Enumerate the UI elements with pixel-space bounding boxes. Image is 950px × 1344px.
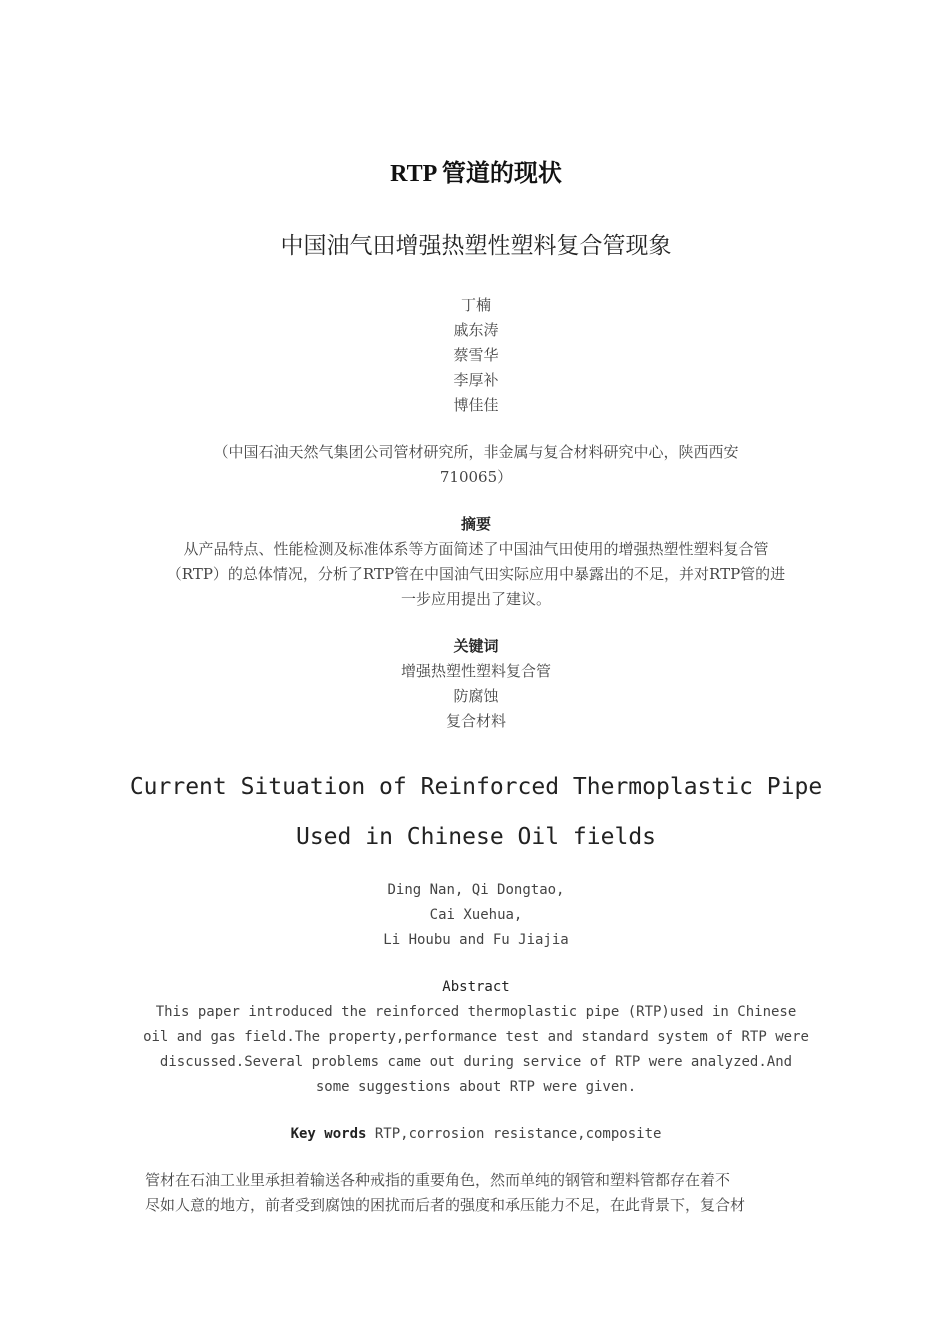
intro-paragraph — [145, 1168, 807, 1218]
english-title — [125, 762, 827, 862]
keyword-cn: 防腐蚀 — [453, 687, 499, 705]
author-cn: 戚东涛 — [453, 321, 499, 339]
english-title-line: Current Situation of Reinforced Thermoplastic Pipe — [129, 774, 823, 800]
affiliation-line: 710065） — [439, 468, 513, 486]
abstract-cn-line: 一步应用提出了建议。 — [400, 590, 551, 608]
document-title: RTP 管道的现状 — [390, 161, 562, 187]
abstract-en-line: some suggestions about RTP were given. — [315, 1079, 637, 1095]
keyword-cn: 复合材料 — [445, 712, 506, 730]
keywords-cn-heading: 关键词 — [453, 637, 499, 655]
intro-line: 管材在石油工业里承担着输送各种戒指的重要角色，然而单纯的钢管和塑料管都存在着不 — [145, 1171, 731, 1189]
abstract-cn — [145, 512, 807, 612]
affiliation-cn — [145, 440, 807, 490]
abstract-en-line: This paper introduced the reinforced thermoplastic pipe (RTP)used in Chinese — [155, 1004, 797, 1020]
affiliation-line: （中国石油天然气集团公司管材研究所，非金属与复合材料研究中心，陕西西安 — [213, 443, 739, 461]
english-title-line: Used in Chinese Oil fields — [295, 824, 657, 850]
author-cn: 李厚补 — [453, 371, 499, 389]
abstract-cn-line: 从产品特点、性能检测及标准体系等方面简述了中国油气田使用的增强热塑性塑料复合管 — [183, 540, 769, 558]
author-en-line: Ding Nan, Qi Dongtao, — [387, 882, 565, 898]
keywords-en-text: RTP,corrosion resistance,composite — [374, 1126, 662, 1142]
author-en-line: Li Houbu and Fu Jiajia — [383, 932, 569, 948]
abstract-en-line: discussed.Several problems came out during service of RTP were analyzed.And — [159, 1054, 793, 1070]
authors-en — [145, 878, 807, 953]
abstract-en-line: oil and gas field.The property,performance test and standard system of RTP were — [143, 1029, 809, 1045]
abstract-en — [140, 975, 812, 1100]
keywords-cn — [145, 634, 807, 734]
keywords-en-label: Key words — [290, 1126, 367, 1142]
keywords-en — [145, 1122, 807, 1147]
document-subtitle: 中国油气田增强热塑性塑料复合管现象 — [280, 233, 672, 259]
intro-line: 尽如人意的地方，前者受到腐蚀的困扰而后者的强度和承压能力不足，在此背景下，复合材 — [145, 1196, 746, 1214]
keyword-cn: 增强热塑性塑料复合管 — [400, 662, 551, 680]
authors-cn — [145, 293, 807, 418]
author-en-line: Cai Xuehua, — [429, 907, 523, 923]
author-cn: 博佳佳 — [453, 396, 499, 414]
abstract-en-heading: Abstract — [442, 979, 510, 995]
abstract-cn-line: （RTP）的总体情况，分析了RTP管在中国油气田实际应用中暴露出的不足，并对RTP管的进 — [166, 565, 786, 583]
abstract-cn-heading: 摘要 — [460, 515, 491, 533]
author-cn: 蔡雪华 — [453, 346, 499, 364]
document-page — [129, 0, 823, 1344]
author-cn: 丁楠 — [460, 296, 491, 314]
